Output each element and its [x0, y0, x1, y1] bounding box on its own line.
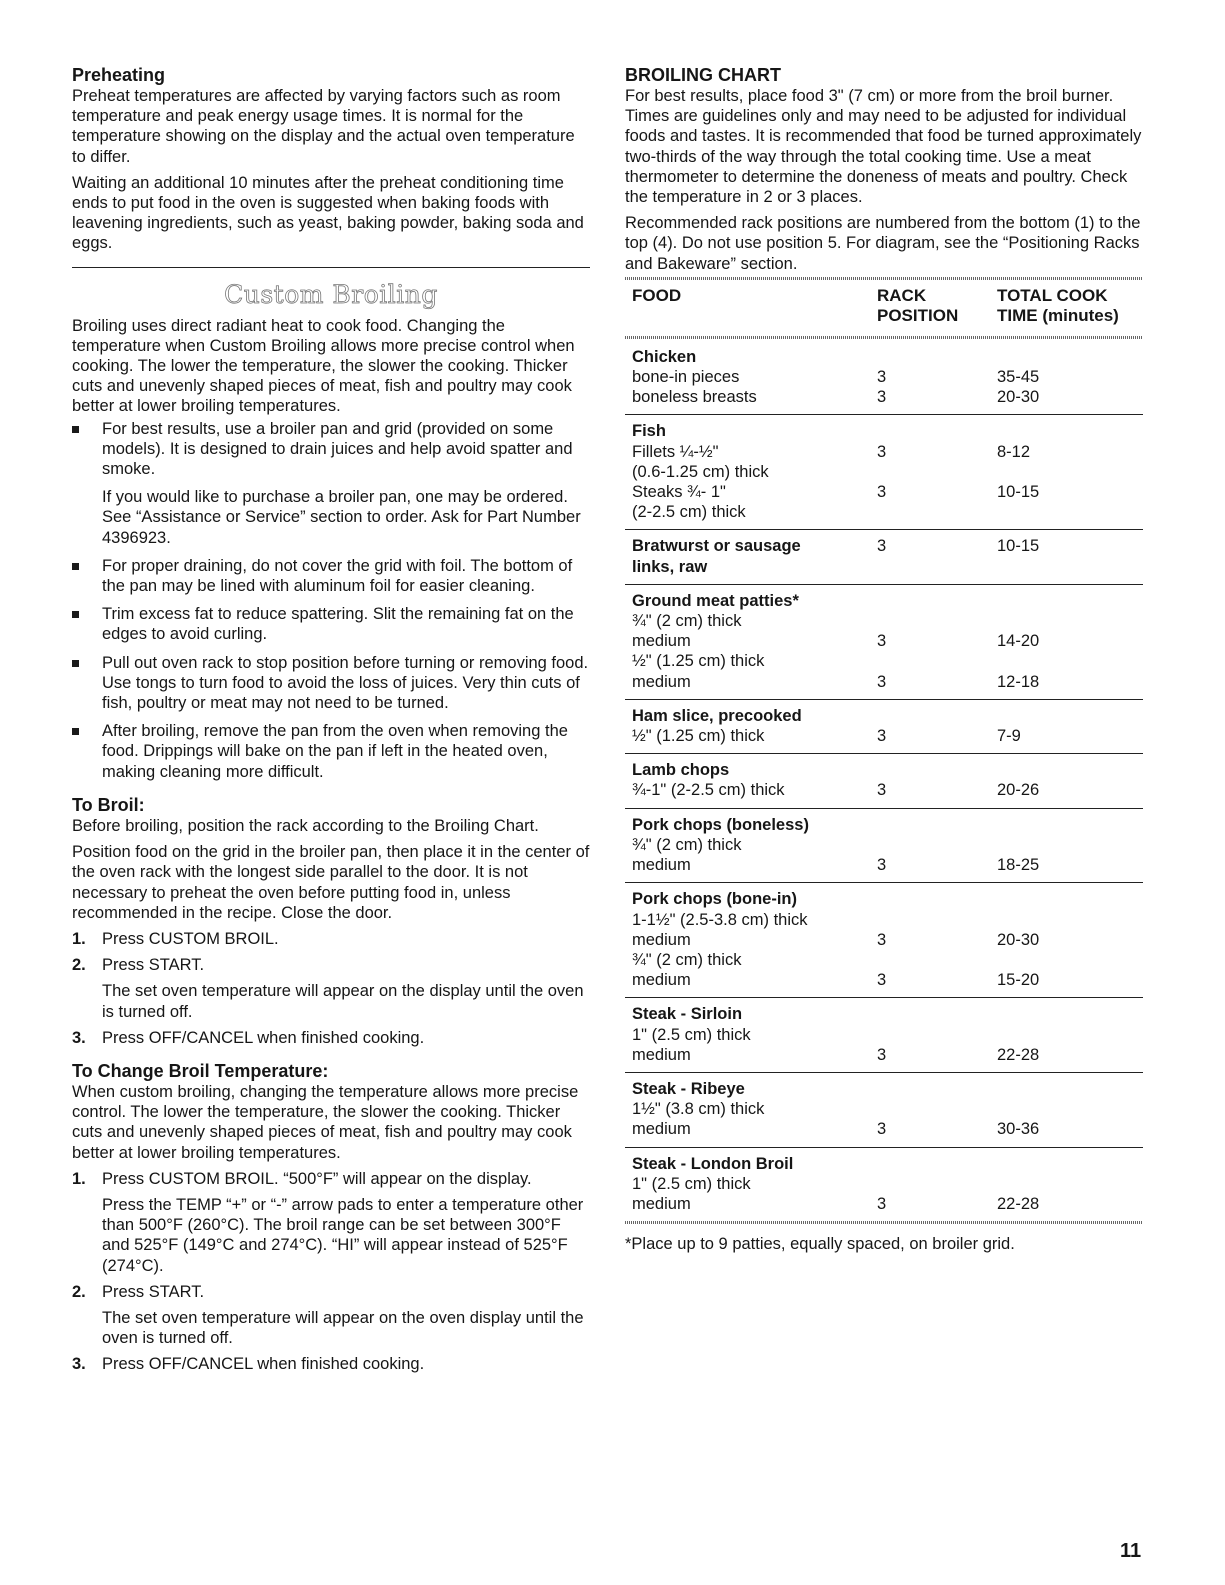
left-column	[72, 64, 590, 1381]
table-row	[632, 930, 1143, 950]
custom-broiling-intro: Broiling uses direct radiant heat to cook food. Changing the temperature when Custom Broiling allows more precise control when cooking. The lower the temperature, the slower the cooking. Thicker cuts and unevenly shaped pieces of meat, fish and poultry may cook better at lower broiling temperatures.	[72, 316, 575, 416]
cell-food: Fillets ¼-½"	[632, 442, 719, 461]
cell-rack	[877, 462, 997, 482]
cell-food: medium	[632, 632, 691, 651]
table-row	[632, 855, 1143, 875]
table-row	[632, 611, 1143, 631]
table-row	[632, 442, 1143, 462]
group-name: Steak - Sirloin	[632, 1005, 743, 1024]
list-item	[72, 556, 590, 596]
table-row	[632, 1119, 1143, 1139]
cell-time: 10-15	[997, 537, 1040, 556]
table-row	[632, 1194, 1143, 1214]
cell-food: medium	[632, 672, 691, 691]
cell-time: 18-25	[997, 856, 1040, 875]
step-number: 2.	[72, 1282, 86, 1301]
bullet-subtext: If you would like to purchase a broiler pan, one may be ordered. See “Assistance or Service” section to order. Ask for Part Number 4396923.	[102, 488, 581, 547]
header-time-line-1: TOTAL COOK	[997, 285, 1108, 305]
cell-time	[997, 1099, 1143, 1119]
cell-food: medium	[632, 971, 691, 990]
step-item	[72, 1354, 590, 1374]
table-group	[625, 997, 1143, 1072]
header-food: FOOD	[632, 285, 682, 305]
preheating-paragraph-1: Preheat temperatures are affected by varying factors such as room temperature and peak energy usage times. It is normal for the temperature showing on the display and the actual oven temperature to differ.	[72, 87, 575, 166]
cell-time	[997, 462, 1143, 482]
table-row	[632, 1174, 1143, 1194]
cell-rack	[877, 611, 997, 631]
header-rack-line-1: RACK	[877, 285, 927, 305]
cell-time: 22-28	[997, 1045, 1040, 1064]
cell-food: ¾-1" (2-2.5 cm) thick	[632, 781, 785, 800]
cell-food: (0.6-1.25 cm) thick	[632, 462, 769, 481]
cell-food: medium	[632, 1194, 691, 1213]
cell-rack	[877, 502, 997, 522]
table-group	[625, 882, 1143, 997]
to-broil-paragraph-1: Before broiling, position the rack according to the Broiling Chart.	[72, 816, 539, 835]
cell-rack	[877, 557, 997, 577]
step-item	[72, 955, 590, 1022]
table-row	[632, 651, 1143, 671]
table-row	[632, 950, 1143, 970]
change-broil-temp-heading: To Change Broil Temperature:	[72, 1060, 329, 1081]
cell-time: 8-12	[997, 442, 1031, 461]
list-item	[72, 721, 590, 782]
broiling-table-body	[625, 339, 1143, 1221]
cell-food: links, raw	[632, 557, 708, 576]
cell-time	[997, 950, 1143, 970]
list-item	[72, 653, 590, 714]
cell-food: ¾" (2 cm) thick	[632, 950, 742, 969]
bullet-text: Trim excess fat to reduce spattering. Slit the remaining fat on the edges to avoid curling.	[102, 605, 574, 644]
table-row	[632, 726, 1143, 746]
bullet-text: For best results, use a broiler pan and grid (provided on some models). It is designed to drain juices and help avoid spatter and smoke.	[102, 419, 573, 479]
header-time	[997, 286, 1143, 326]
table-row	[632, 1025, 1143, 1045]
table-footnote: *Place up to 9 patties, equally spaced, on broiler grid.	[625, 1235, 1015, 1254]
cell-time: 20-30	[997, 388, 1040, 407]
cell-time: 14-20	[997, 632, 1040, 651]
cell-rack	[877, 651, 997, 671]
table-row	[632, 835, 1143, 855]
cell-rack: 3	[877, 930, 887, 949]
cell-time: 22-28	[997, 1194, 1040, 1213]
table-row	[632, 462, 1143, 482]
custom-broiling-heading: Custom Broiling	[224, 279, 438, 309]
header-rack-line-2: POSITION	[877, 305, 959, 325]
step-number: 3.	[72, 1028, 86, 1047]
cell-rack: 3	[877, 388, 887, 407]
cell-food: medium	[632, 1045, 691, 1064]
step-subtext: The set oven temperature will appear on the display until the oven is turned off.	[102, 982, 584, 1021]
cell-time: 12-18	[997, 672, 1040, 691]
bullet-text: After broiling, remove the pan from the oven when removing the food. Drippings will bake on the pan if left in the heated oven, making cleaning more difficult.	[102, 722, 568, 781]
table-row	[632, 367, 1143, 387]
preheating-paragraph-2: Waiting an additional 10 minutes after the preheat conditioning time ends to put food in the oven is suggested when baking foods with leavening ingredients, such as yeast, baking powder, baking soda and eggs.	[72, 173, 584, 253]
bullet-text: For proper draining, do not cover the grid with foil. The bottom of the pan may be lined with aluminum foil for easier cleaning.	[102, 556, 573, 596]
table-row	[632, 910, 1143, 930]
step-subtext: Press the TEMP “+” or “-” arrow pads to enter a temperature other than 500°F (260°C). The broil range can be set between 300°F and 525°F (149°C and 274°C). “HI” will appear instead of 525°F (274°C).	[102, 1195, 584, 1275]
header-rack	[877, 286, 997, 326]
table-group	[625, 339, 1143, 415]
page-number: 11	[1120, 1540, 1142, 1562]
cell-time	[997, 910, 1143, 930]
preheating-heading: Preheating	[72, 65, 166, 85]
table-group	[625, 584, 1143, 699]
step-text: Press START.	[102, 1282, 205, 1301]
cell-food: medium	[632, 1120, 691, 1139]
cell-rack: 3	[877, 971, 887, 990]
cell-time	[997, 1025, 1143, 1045]
step-number: 1.	[72, 1169, 86, 1188]
cell-rack: 3	[877, 368, 887, 387]
table-header	[625, 280, 1143, 336]
header-time-line-2: TIME (minutes)	[997, 305, 1119, 325]
bullet-text: Pull out oven rack to stop position before turning or removing food. Use tongs to turn food to avoid the loss of juices. Very thin cuts of fish, poultry or meat may not need to be turned.	[102, 653, 589, 713]
table-row	[632, 387, 1143, 407]
cell-food: bone-in pieces	[632, 368, 740, 387]
table-group	[625, 699, 1143, 753]
to-broil-heading: To Broil:	[72, 794, 145, 815]
step-text: Press CUSTOM BROIL.	[102, 929, 279, 948]
table-row	[632, 780, 1143, 800]
cell-rack: 3	[877, 781, 887, 800]
list-item	[72, 604, 590, 644]
cell-time	[997, 611, 1143, 631]
cell-food: 1" (2.5 cm) thick	[632, 1174, 751, 1193]
table-row	[632, 536, 1143, 556]
step-item	[72, 929, 590, 949]
step-text: Press START.	[102, 956, 205, 975]
cell-food: 1½" (3.8 cm) thick	[632, 1100, 765, 1119]
step-number: 3.	[72, 1355, 86, 1374]
cell-food: Bratwurst or sausage	[632, 537, 801, 556]
step-subtext: The set oven temperature will appear on the oven display until the oven is turned off.	[102, 1308, 584, 1348]
group-name: Pork chops (bone-in)	[632, 890, 797, 909]
step-text: Press OFF/CANCEL when finished cooking.	[102, 1028, 425, 1047]
cell-rack: 3	[877, 537, 887, 556]
table-bottom-border	[625, 1221, 1143, 1224]
table-row	[632, 1045, 1143, 1065]
broiling-chart-intro-1: For best results, place food 3" (7 cm) or more from the broil burner. Times are guidelines only and may need to be adjusted for individual foods and tastes. It is recommended that food be turned approximately two-thirds of the way through the total cooking time. Use a meat thermometer to determine the doneness of meats and poultry. Check the temperature in 2 or 3 places.	[625, 87, 1142, 207]
cell-food: ¾" (2 cm) thick	[632, 612, 742, 631]
cell-rack	[877, 1174, 997, 1194]
cell-time	[997, 557, 1143, 577]
group-name: Pork chops (boneless)	[632, 815, 809, 834]
cell-rack: 3	[877, 632, 887, 651]
table-group	[625, 1147, 1143, 1222]
cell-time: 35-45	[997, 368, 1040, 387]
cell-rack: 3	[877, 1120, 887, 1139]
change-broil-temp-paragraph: When custom broiling, changing the temperature allows more precise control. The lower the temperature, the slower the cooking. Thicker cuts and unevenly shaped pieces of meat, fish and poultry may cook better at lower broiling temperatures.	[72, 1082, 579, 1162]
change-temp-steps	[72, 1169, 590, 1375]
cell-food: (2-2.5 cm) thick	[632, 503, 746, 522]
cell-time: 15-20	[997, 971, 1040, 990]
table-row	[632, 557, 1143, 577]
step-number: 2.	[72, 956, 86, 975]
table-group	[625, 529, 1143, 583]
cell-rack: 3	[877, 672, 887, 691]
group-name: Ground meat patties*	[632, 591, 799, 610]
table-row	[632, 1099, 1143, 1119]
table-row	[632, 502, 1143, 522]
step-text: Press OFF/CANCEL when finished cooking.	[102, 1355, 425, 1374]
right-column	[625, 64, 1143, 1254]
cell-rack: 3	[877, 483, 887, 502]
broiling-chart-intro-2: Recommended rack positions are numbered from the bottom (1) to the top (4). Do not use position 5. For diagram, see the “Positioning Racks and Bakeware” section.	[625, 214, 1141, 273]
step-number: 1.	[72, 929, 86, 948]
cell-food: ½" (1.25 cm) thick	[632, 727, 765, 746]
broiling-chart-heading: BROILING CHART	[625, 65, 781, 85]
cell-rack	[877, 1099, 997, 1119]
cell-food: medium	[632, 856, 691, 875]
cell-food: ¾" (2 cm) thick	[632, 835, 742, 854]
cell-food: Steaks ¾- 1"	[632, 483, 726, 502]
table-group	[625, 1072, 1143, 1147]
table-row	[632, 970, 1143, 990]
group-name: Steak - Ribeye	[632, 1079, 745, 1098]
cell-time: 20-26	[997, 781, 1040, 800]
group-name: Chicken	[632, 347, 697, 366]
cell-time: 30-36	[997, 1120, 1040, 1139]
cell-time	[997, 502, 1143, 522]
section-divider	[72, 267, 590, 268]
cell-rack: 3	[877, 1045, 887, 1064]
group-name: Lamb chops	[632, 761, 730, 780]
cell-rack: 3	[877, 442, 887, 461]
table-row	[632, 672, 1143, 692]
broiling-tips-list	[72, 419, 590, 782]
cell-food: 1-1½" (2.5-3.8 cm) thick	[632, 910, 808, 929]
cell-time: 20-30	[997, 930, 1040, 949]
cell-time	[997, 651, 1143, 671]
cell-rack: 3	[877, 727, 887, 746]
group-name: Fish	[632, 422, 666, 441]
cell-rack	[877, 950, 997, 970]
to-broil-paragraph-2: Position food on the grid in the broiler pan, then place it in the center of the oven rack with the longest side parallel to the door. It is not necessary to preheat the oven before putting food in, unless recommended in the recipe. Close the door.	[72, 843, 590, 922]
cell-food: 1" (2.5 cm) thick	[632, 1025, 751, 1044]
step-text: Press CUSTOM BROIL. “500°F” will appear on the display.	[102, 1169, 532, 1188]
to-broil-steps	[72, 929, 590, 1048]
group-name: Ham slice, precooked	[632, 706, 802, 725]
table-row	[632, 631, 1143, 651]
table-group	[625, 808, 1143, 883]
cell-time: 7-9	[997, 727, 1021, 746]
cell-food: boneless breasts	[632, 388, 757, 407]
cell-rack: 3	[877, 1194, 887, 1213]
table-row	[632, 482, 1143, 502]
table-group	[625, 414, 1143, 529]
cell-rack: 3	[877, 856, 887, 875]
cell-rack	[877, 910, 997, 930]
step-item	[72, 1282, 590, 1349]
step-item	[72, 1028, 590, 1048]
cell-time	[997, 835, 1143, 855]
cell-rack	[877, 835, 997, 855]
cell-time: 10-15	[997, 483, 1040, 502]
cell-food: ½" (1.25 cm) thick	[632, 652, 765, 671]
table-group	[625, 753, 1143, 807]
cell-food: medium	[632, 930, 691, 949]
cell-rack	[877, 1025, 997, 1045]
cell-time	[997, 1174, 1143, 1194]
group-name: Steak - London Broil	[632, 1154, 794, 1173]
list-item	[72, 419, 590, 548]
step-item	[72, 1169, 590, 1276]
